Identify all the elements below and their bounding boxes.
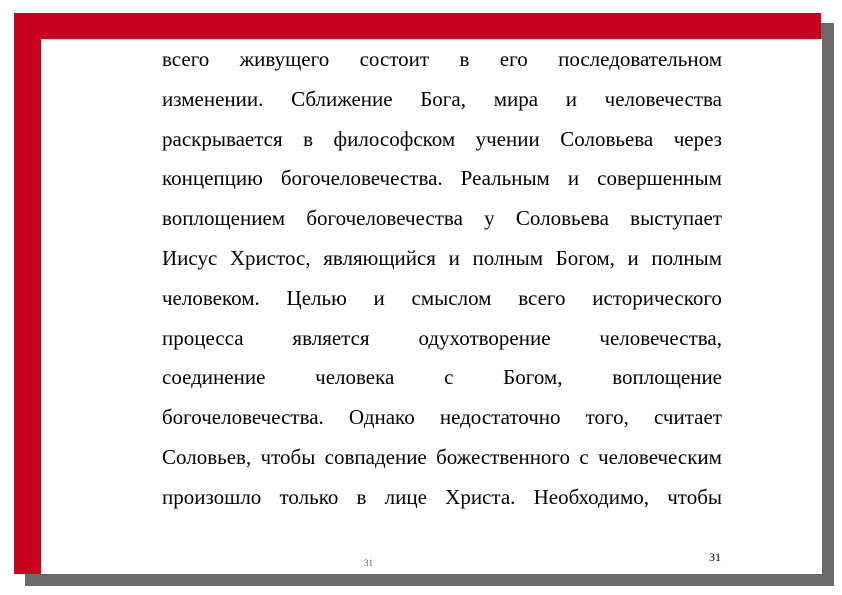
word: Соловьева: [560, 126, 654, 151]
word: Сближение: [291, 86, 393, 111]
word: Богом,: [555, 245, 615, 270]
word: в: [303, 126, 314, 151]
word: Иисус: [162, 245, 218, 270]
word: полным: [472, 245, 544, 270]
word: учении: [475, 126, 540, 151]
word: одухотворение: [418, 325, 551, 350]
word: Бога,: [420, 86, 466, 111]
word: с: [579, 444, 589, 469]
word: человечества,: [599, 325, 722, 350]
text-line: [162, 159, 722, 199]
word: всего: [518, 285, 566, 310]
word: мира: [493, 86, 539, 111]
word: является: [292, 325, 370, 350]
word: Христос,: [229, 245, 311, 270]
page-number: 31: [709, 550, 721, 564]
word: человечества: [604, 86, 722, 111]
word: и: [373, 285, 385, 310]
word: процесса: [162, 325, 244, 350]
text-line: [162, 199, 722, 239]
text-line: [162, 120, 722, 160]
word: лице: [384, 484, 427, 509]
word: Реальным: [460, 166, 550, 191]
text-line: [162, 319, 722, 359]
word: чтобы: [667, 484, 722, 509]
text-line: [162, 478, 722, 518]
word: раскрывается: [162, 126, 283, 151]
word: с: [444, 365, 454, 390]
text-line: [162, 358, 722, 398]
word: воплощение: [612, 365, 722, 390]
word: богочеловечества.: [280, 166, 443, 191]
word: концепцию: [162, 166, 263, 191]
word: изменении.: [162, 86, 264, 111]
word: богочеловечества.: [162, 405, 324, 430]
word: Соловьев,: [162, 444, 252, 469]
word: богочеловечества: [306, 206, 463, 231]
word: всего: [162, 47, 210, 71]
word: через: [673, 126, 722, 151]
text-line: [162, 438, 722, 478]
word: у: [484, 206, 495, 231]
word: философском: [333, 126, 456, 151]
word: человека: [315, 365, 395, 390]
word: только: [279, 484, 339, 509]
word: воплощением: [162, 206, 286, 231]
word: Целью: [286, 285, 347, 310]
word: и: [567, 166, 580, 191]
word: выступает: [630, 206, 722, 231]
word: живущего: [239, 47, 330, 71]
word: Христа.: [445, 484, 516, 509]
word: человеком.: [162, 285, 260, 310]
word: совершенным: [597, 166, 722, 191]
word: в: [459, 47, 470, 71]
word: и: [448, 245, 460, 270]
word: смыслом: [411, 285, 492, 310]
word: исторического: [592, 285, 722, 310]
word: произошло: [162, 484, 262, 509]
word: Соловьева: [515, 206, 609, 231]
body-text: [162, 40, 722, 518]
word: и: [627, 245, 639, 270]
word: его: [499, 47, 528, 71]
word: считает: [654, 405, 722, 430]
word: соединение: [162, 365, 266, 390]
text-line: [162, 40, 722, 80]
word: полным: [651, 245, 722, 270]
text-line: [162, 80, 722, 120]
word: чтобы: [260, 444, 316, 469]
word: последовательном: [558, 47, 722, 71]
word: Однако: [348, 405, 415, 430]
word: и: [565, 86, 577, 111]
word: человеческим: [598, 444, 722, 469]
word: совпадение: [324, 444, 427, 469]
text-line: [162, 398, 722, 438]
text-line: [162, 279, 722, 319]
word: являющийся: [323, 245, 436, 270]
word: Необходимо,: [533, 484, 650, 509]
word: недостаточно: [439, 405, 561, 430]
word: состоит: [359, 47, 430, 71]
word: того,: [585, 405, 629, 430]
text-line: [162, 239, 722, 279]
word: божественного: [436, 444, 571, 469]
word: Богом,: [503, 365, 563, 390]
page-number-small: 31: [364, 558, 373, 568]
word: в: [356, 484, 367, 509]
